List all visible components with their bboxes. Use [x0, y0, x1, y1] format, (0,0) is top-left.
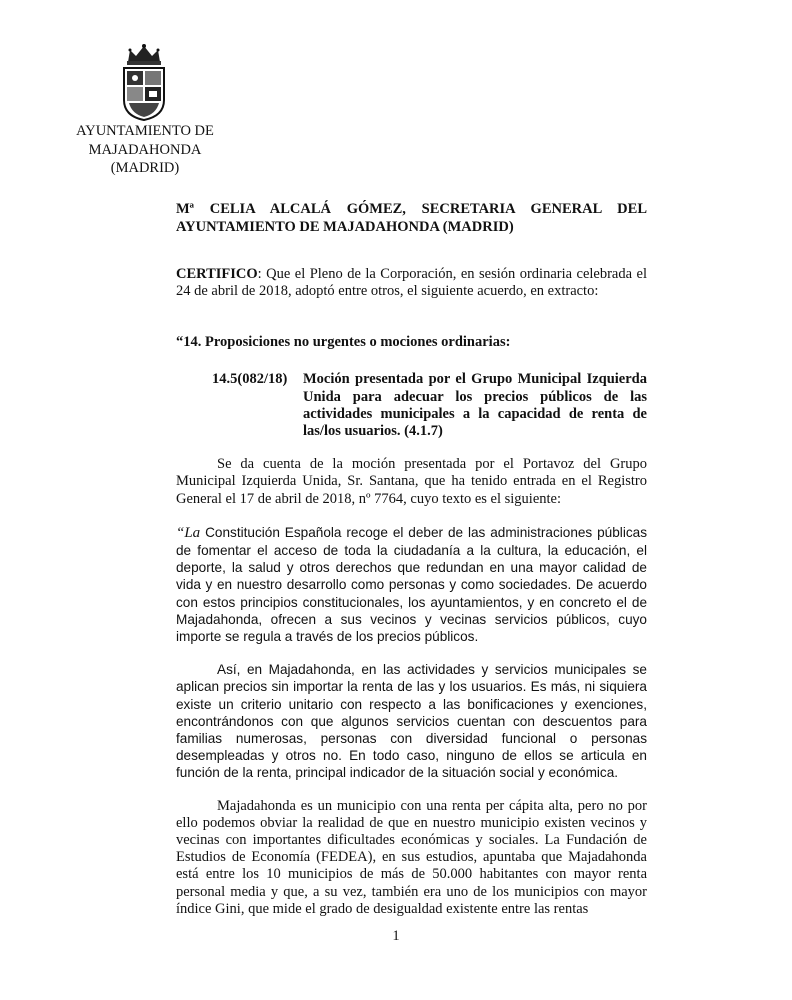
body-paragraph-1 [176, 524, 647, 645]
municipal-coat-of-arms-icon [116, 42, 172, 122]
issuer-line: MAJADAHONDA [88, 141, 202, 158]
section-heading: “14. Proposiciones no urgentes o mociones ordinarias: [176, 334, 511, 351]
title-line: AYUNTAMIENTO DE MAJADAHONDA (MADRID) [176, 219, 514, 235]
motion-number: 14.5(082/18) [212, 371, 288, 388]
body-paragraph-2: Así, en Majadahonda, en las actividades y servicios municipales se aplican precios sin importar la renta de las y los usuarios. Es más, ni siquiera existe un criterio unitario con respecto a las bonificaciones y exenciones, encontrándonos con que algunos servicios cuentan con descuentos para familias numerosas, personas con diversidad funcional o personas desempleadas y otros no. En todo caso, ninguno de ellos se articula en función de la renta, principal indicador de la situación social y económica. [176, 662, 647, 781]
certifico-label: CERTIFICO [176, 266, 258, 282]
issuer-line: (MADRID) [110, 160, 180, 176]
paragraph-1-text: Constitución Española recoge el deber de las administraciones públicas de fomentar el acceso de toda la ciudadanía a la cultura, la educación, el deporte, la salud y otros derechos que redundan en una mayor calidad de vida y en nuestro desarrollo como personas y como sociedades. De acuerdo con estos principios constitucionales, los ayuntamientos, y en concreto el de Majadahonda, ofrecen a sus vecinos y vecinas servicios públicos, cuyo importe se regula a través de los precios públicos. [176, 524, 647, 645]
certification-paragraph [176, 266, 647, 300]
title-line: Mª CELIA ALCALÁ GÓMEZ, SECRETARIA GENERAL DEL [176, 201, 647, 217]
page-number: 1 [392, 928, 400, 944]
issuer-line: AYUNTAMIENTO DE [76, 123, 214, 139]
body-paragraph-3: Majadahonda es un municipio con una renta per cápita alta, pero no por ello podemos obviar la realidad de que en nuestro municipio existen vecinos y vecinas con importantes dificultades económicas y sociales. La Fundación de Estudios de Economía (FEDEA), en sus estudios, apuntaba que Majadahonda está entre los 10 municipios de más de 50.000 habitantes con mayor renta personal media y que, a su vez, también era uno de los municipios con mayor índice Gini, que mide el grado de desigualdad existente entre las rentas [176, 797, 647, 917]
intro-paragraph: Se da cuenta de la moción presentada por el Portavoz del Grupo Municipal Izquierda Unida, Sr. Santana, que ha tenido entrada en el Registro General el 17 de abril de 2018, nº 7764, cuyo texto es el siguiente: [176, 456, 647, 507]
quote-open: “La [176, 524, 201, 541]
certifico-text: : Que el Pleno de la Corporación, en sesión ordinaria celebrada el 24 de abril de 2018, adoptó entre otros, el siguiente acuerdo, en extracto: [176, 266, 647, 300]
motion-entry [176, 371, 647, 440]
issuer-block [60, 122, 230, 178]
document-body [176, 200, 647, 918]
motion-title: Moción presentada por el Grupo Municipal Izquierda Unida para adecuar los precios públicos de las actividades municipales a la capacidad de renta de las/los usuarios. (4.1.7) [303, 371, 647, 440]
document-title [176, 200, 647, 236]
